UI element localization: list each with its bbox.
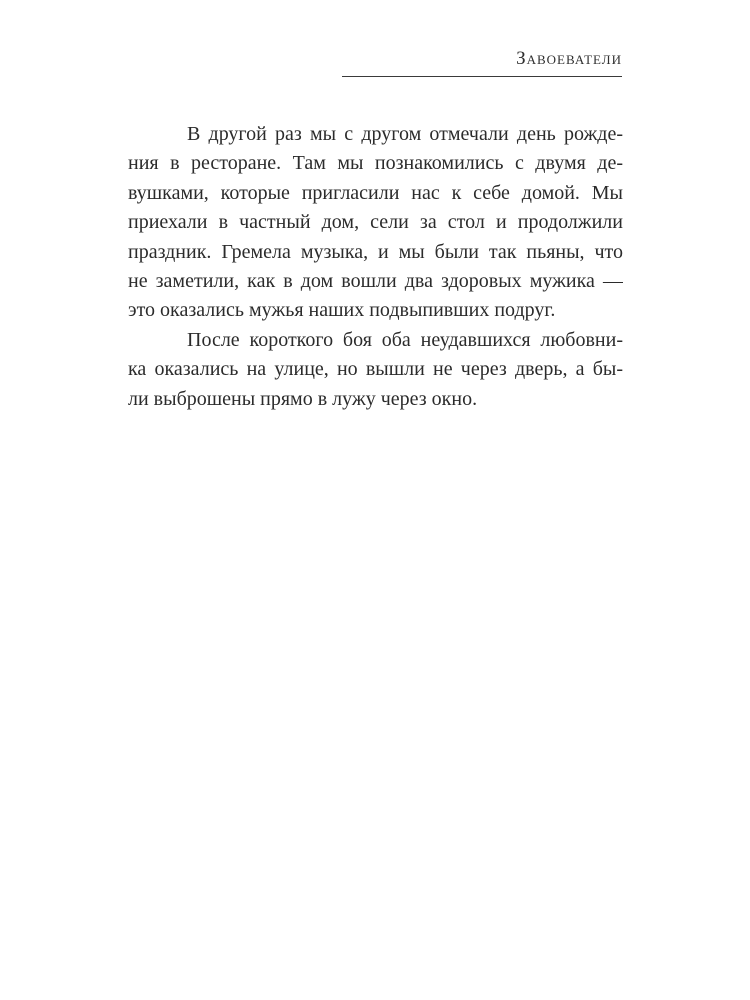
paragraph-2 (128, 326, 623, 414)
text-line: не заметили, как в дом вошли два здоровых мужика — (128, 270, 623, 293)
paragraph-1 (128, 120, 623, 326)
text-line: В другой раз мы с другом отмечали день рожде- (187, 123, 623, 145)
text-line: праздник. Гремела музыка, и мы были так пьяны, что (128, 240, 623, 263)
text-line: это оказались мужья наших подвыпивших подруг. (128, 299, 556, 322)
header-rule (342, 76, 622, 77)
text-line: вушками, которые пригласили нас к себе домой. Мы (128, 181, 623, 204)
text-line: ния в ресторане. Там мы познакомились с двумя де- (128, 152, 623, 175)
text-line: ка оказались на улице, но вышли не через дверь, а бы- (128, 358, 623, 381)
text-line: приехали в частный дом, сели за стол и продолжили (128, 211, 623, 234)
running-head-title: Завоеватели (516, 48, 622, 69)
body-text (128, 120, 623, 414)
text-line: После короткого боя оба неудавшихся любовни- (187, 328, 623, 351)
text-line: ли выброшены прямо в лужу через окно. (128, 387, 478, 410)
